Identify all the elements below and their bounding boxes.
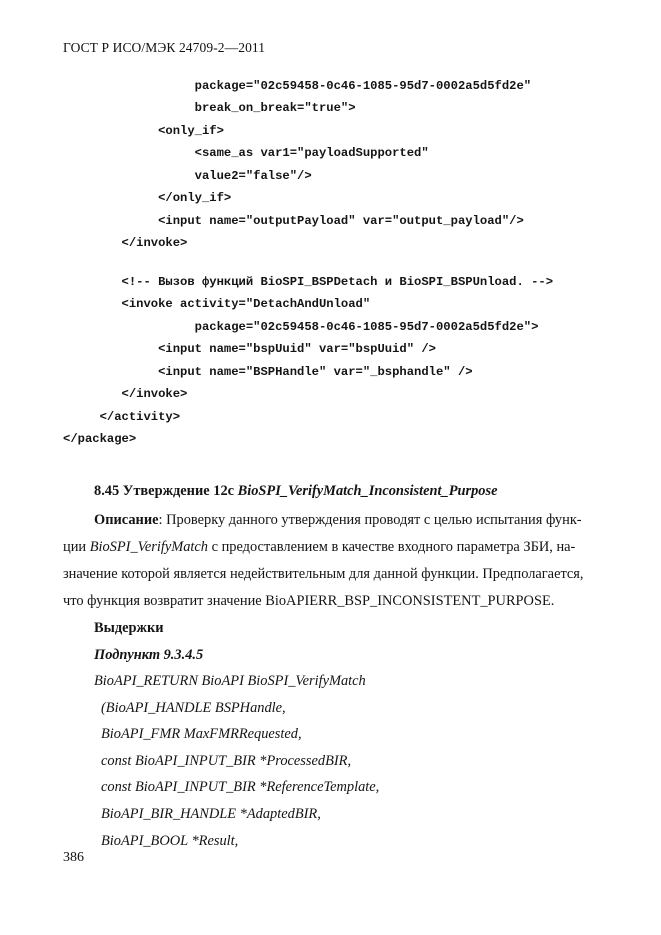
description-label: Описание: [94, 512, 159, 528]
signature-line: BioAPI_FMR MaxFMRRequested,: [101, 726, 302, 742]
description-line: [94, 510, 582, 530]
description-line: что функция возвратит значение BioAPIERR_BSP_INCONSISTENT_PURPOSE.: [63, 593, 555, 609]
excerpts-label: Выдержки: [94, 620, 164, 636]
section-heading-assertion: BioSPI_VerifyMatch_Inconsistent_Purpose: [237, 483, 498, 499]
subclause-label: Подпункт 9.3.4.5: [94, 647, 204, 663]
signature-line: BioAPI_BIR_HANDLE *AdaptedBIR,: [101, 806, 321, 822]
signature-line: const BioAPI_INPUT_BIR *ReferenceTemplate,: [101, 779, 380, 795]
description-text: ции: [63, 539, 90, 555]
code-line: package="02c59458-0c46-1085-95d7-0002a5d5fd2e": [63, 79, 532, 93]
description-text: : Проверку данного утверждения проводят с целью испытания функ-: [158, 512, 582, 528]
signature-line: const BioAPI_INPUT_BIR *ProcessedBIR,: [101, 753, 352, 769]
code-line: value2="false"/>: [63, 169, 312, 183]
code-line: <only_if>: [63, 124, 224, 138]
section-heading: [94, 481, 498, 501]
signature-line: BioAPI_RETURN BioAPI BioSPI_VerifyMatch: [94, 673, 366, 689]
description-line: [63, 537, 575, 557]
code-line: </package>: [63, 432, 137, 446]
function-name: BioSPI_VerifyMatch: [89, 539, 208, 555]
code-line: package="02c59458-0c46-1085-95d7-0002a5d5fd2e">: [63, 320, 539, 334]
description-line: значение которой является недействительным для данной функции. Предполагается,: [63, 566, 584, 582]
code-line: <input name="outputPayload" var="output_payload"/>: [63, 214, 524, 228]
signature-line: (BioAPI_HANDLE BSPHandle,: [101, 700, 286, 716]
code-line: <invoke activity="DetachAndUnload": [63, 297, 371, 311]
code-line: <input name="bspUuid" var="bspUuid" />: [63, 342, 436, 356]
signature-line: BioAPI_BOOL *Result,: [101, 833, 239, 849]
code-line: <same_as var1="payloadSupported": [63, 146, 429, 160]
code-line: <input name="BSPHandle" var="_bsphandle" />: [63, 365, 473, 379]
code-line: break_on_break="true">: [63, 101, 356, 115]
code-comment: <!-- Вызов функций BioSPI_BSPDetach и BioSPI_BSPUnload. -->: [63, 275, 554, 289]
description-text: с предоставлением в качестве входного параметра ЗБИ, на-: [208, 539, 576, 555]
section-heading-prefix: 8.45 Утверждение 12с: [94, 483, 238, 499]
code-line: </invoke>: [63, 236, 188, 250]
page-number: 386: [63, 850, 84, 865]
code-line: </activity>: [63, 410, 181, 424]
code-line: </invoke>: [63, 387, 188, 401]
code-line: </only_if>: [63, 191, 232, 205]
document-header: ГОСТ Р ИСО/МЭК 24709-2—2011: [63, 40, 266, 55]
